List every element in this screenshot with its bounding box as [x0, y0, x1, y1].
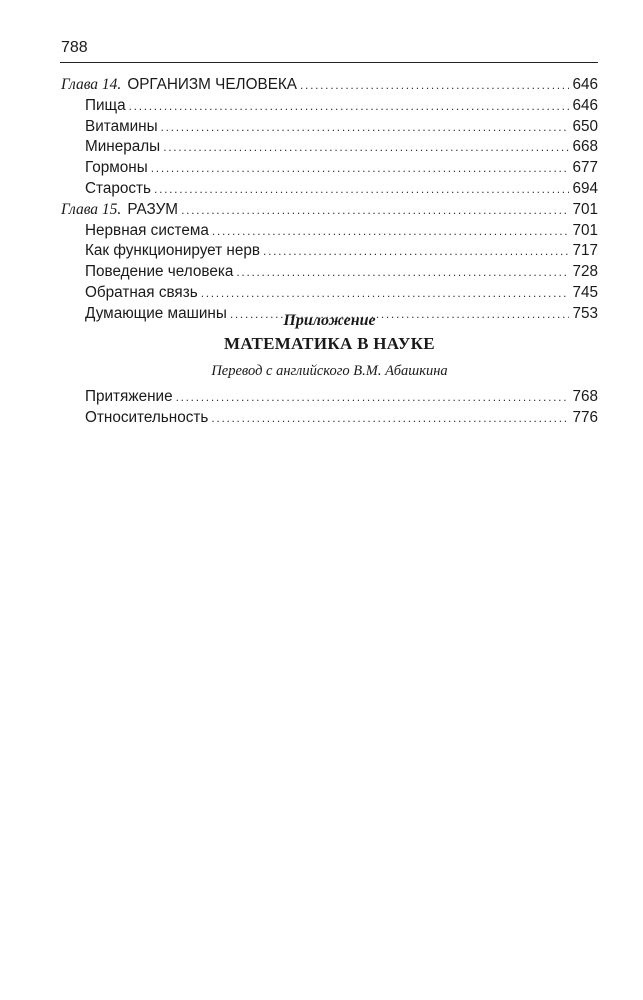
toc-page-number: 753	[572, 304, 598, 322]
appendix-translator: Перевод с английского В.М. Абашкина	[211, 363, 448, 379]
toc-section-row	[61, 137, 598, 158]
section-title: Как функционирует нерв	[85, 242, 261, 260]
chapter-title: РАЗУМ	[127, 200, 179, 218]
chapter-number: Глава 15.	[61, 200, 122, 218]
toc-page-number: 646	[572, 96, 598, 114]
section-title: Поведение человека	[85, 263, 234, 281]
toc-section-row	[61, 241, 598, 262]
toc-chapter-row	[61, 75, 598, 96]
toc-page-number: 677	[572, 159, 598, 177]
dot-leader	[300, 76, 569, 96]
section-title: Гормоны	[85, 159, 148, 177]
toc-section-row	[61, 283, 598, 304]
header-rule	[60, 62, 598, 63]
chapter-number: Глава 14.	[61, 76, 122, 93]
toc-section-row	[61, 158, 598, 179]
appendix-title: МАТЕМАТИКА В НАУКЕ	[224, 334, 435, 353]
toc-section-row	[61, 96, 598, 117]
dot-leader	[211, 409, 569, 429]
dot-leader	[176, 388, 570, 408]
toc-section-row	[61, 387, 598, 408]
section-title: Витамины	[85, 117, 158, 135]
page-number: 788	[61, 39, 88, 56]
toc-section-row	[61, 117, 598, 138]
dot-leader	[181, 201, 569, 221]
section-title: Нервная система	[85, 221, 209, 239]
toc-page-number: 701	[572, 200, 598, 218]
toc-section-row	[61, 408, 598, 429]
table-of-contents	[61, 75, 598, 325]
section-title: Пища	[85, 96, 126, 114]
toc-page-number: 701	[572, 221, 598, 239]
dot-leader	[129, 97, 570, 117]
appendix-header	[61, 311, 598, 381]
toc-section-row	[61, 179, 598, 200]
dot-leader	[151, 159, 570, 179]
dot-leader	[163, 138, 569, 158]
toc-page-number: 646	[572, 76, 598, 93]
toc-page-number: 728	[572, 263, 598, 281]
appendix-contents	[61, 387, 598, 429]
toc-page-number: 694	[572, 179, 598, 197]
dot-leader	[154, 180, 569, 200]
toc-page-number: 776	[572, 408, 598, 426]
section-title: Старость	[85, 179, 152, 197]
dot-leader	[236, 263, 569, 283]
toc-page-number: 668	[572, 138, 598, 156]
toc-section-row	[61, 221, 598, 242]
toc-page-number: 650	[572, 117, 598, 135]
dot-leader	[263, 242, 569, 262]
section-title: Думающие машины	[85, 304, 227, 322]
section-title: Минералы	[85, 138, 161, 156]
dot-leader	[161, 118, 570, 138]
appendix-label: Приложение	[283, 312, 376, 329]
toc-section-row	[61, 262, 598, 283]
toc-page-number: 717	[572, 242, 598, 260]
section-title: Обратная связь	[85, 283, 198, 301]
dot-leader	[212, 222, 570, 242]
section-title: Притяжение	[85, 388, 173, 405]
chapter-title: ОРГАНИЗМ ЧЕЛОВЕКА	[127, 76, 298, 93]
toc-chapter-row	[61, 200, 598, 221]
toc-page-number: 745	[572, 283, 598, 301]
dot-leader	[201, 284, 570, 304]
toc-page-number: 768	[572, 388, 598, 405]
section-title: Относительность	[85, 408, 209, 426]
